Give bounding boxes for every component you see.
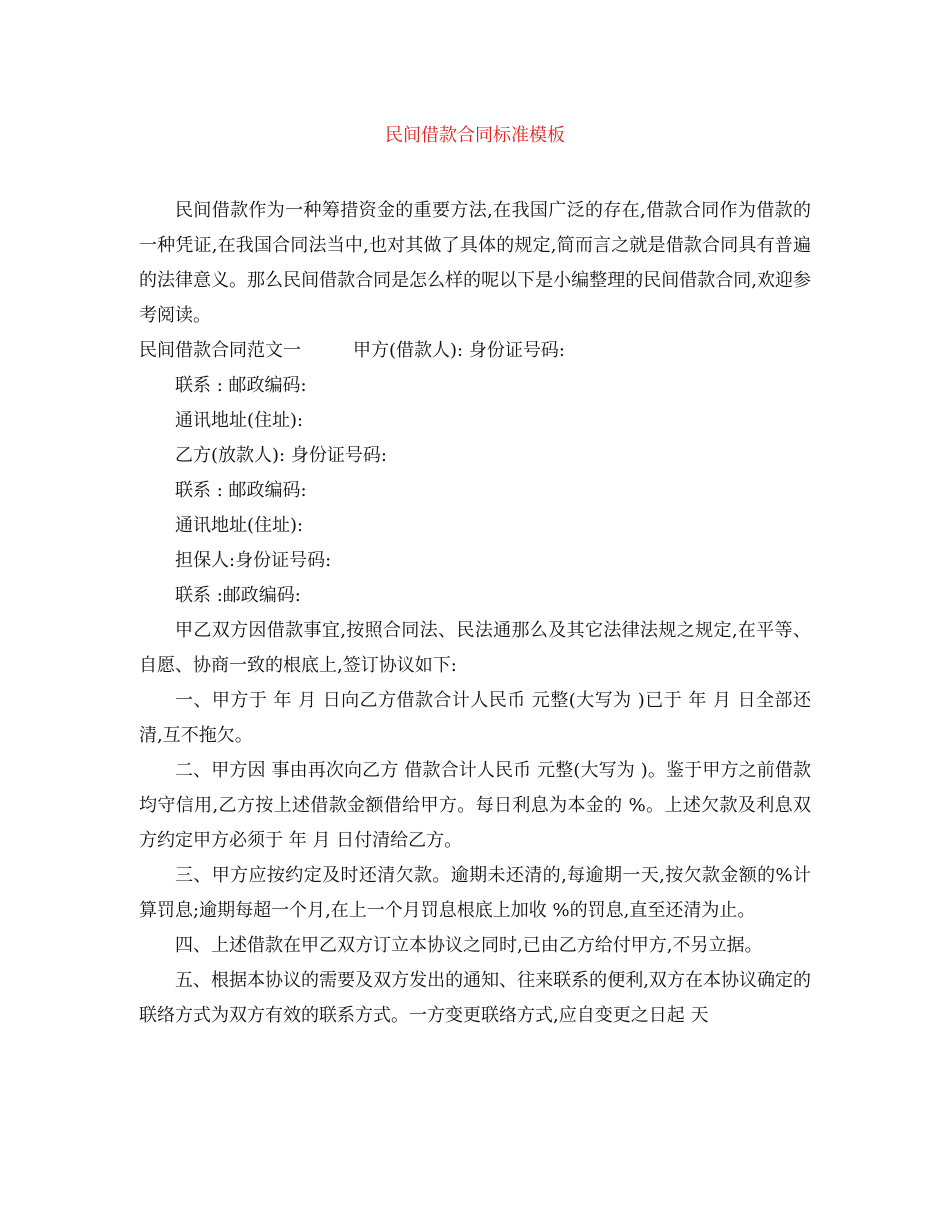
intro-paragraph: 民间借款作为一种筹措资金的重要方法,在我国广泛的存在,借款合同作为借款的一种凭证,在我国合同法当中,也对其做了具体的规定,简而言之就是借款合同具有普遍的法律意义。那么民间借款合同是怎么样的呢以下是小编整理的民间借款合同,欢迎参考阅读。: [139, 200, 811, 326]
clause-3: 三、甲方应按约定及时还清欠款。逾期未还清的,每逾期一天,按欠款金额的%计算罚息;逾期每超一个月,在上一个月罚息根底上加收 %的罚息,直至还清为止。: [139, 865, 811, 921]
party-a-contact: 联系 : 邮政编码:: [175, 375, 307, 396]
clause-5: 五、根据本协议的需要及双方发出的通知、往来联系的便利,双方在本协议确定的联络方式为双方有效的联系方式。一方变更联络方式,应自变更之日起 天: [139, 970, 811, 1026]
guarantor-header: 担保人:身份证号码:: [175, 550, 332, 571]
party-b-header: 乙方(放款人): 身份证号码:: [175, 445, 387, 466]
clause-1: 一、甲方于 年 月 日向乙方借款合计人民币 元整(大写为 )已于 年 月 日全部还清,互不拖欠。: [139, 690, 811, 746]
preamble-paragraph: 甲乙双方因借款事宜,按照合同法、民法通那么及其它法律法规之规定,在平等、自愿、协商一致的根底上,签订协议如下:: [139, 620, 811, 676]
clause-4: 四、上述借款在甲乙双方订立本协议之同时,已由乙方给付甲方,不另立据。: [175, 935, 763, 956]
guarantor-contact: 联系 :邮政编码:: [175, 585, 301, 606]
sample-heading-line: [139, 333, 811, 368]
party-b-contact: 联系 : 邮政编码:: [175, 480, 307, 501]
document-body: [139, 193, 811, 1033]
party-b-address: 通讯地址(住址):: [175, 515, 304, 536]
clause-2: 二、甲方因 事由再次向乙方 借款合计人民币 元整(大写为 )。鉴于甲方之前借款均守信用,乙方按上述借款金额借给甲方。每日利息为本金的 %。上述欠款及利息双方约定甲方必须于 年 月 日付清给乙方。: [139, 760, 811, 851]
document-title: 民间借款合同标准模板: [385, 125, 565, 146]
party-a-header: 甲方(借款人): 身份证号码:: [353, 340, 565, 361]
party-a-address: 通讯地址(住址):: [175, 410, 304, 431]
sample-label: 民间借款合同范文一: [139, 340, 301, 361]
